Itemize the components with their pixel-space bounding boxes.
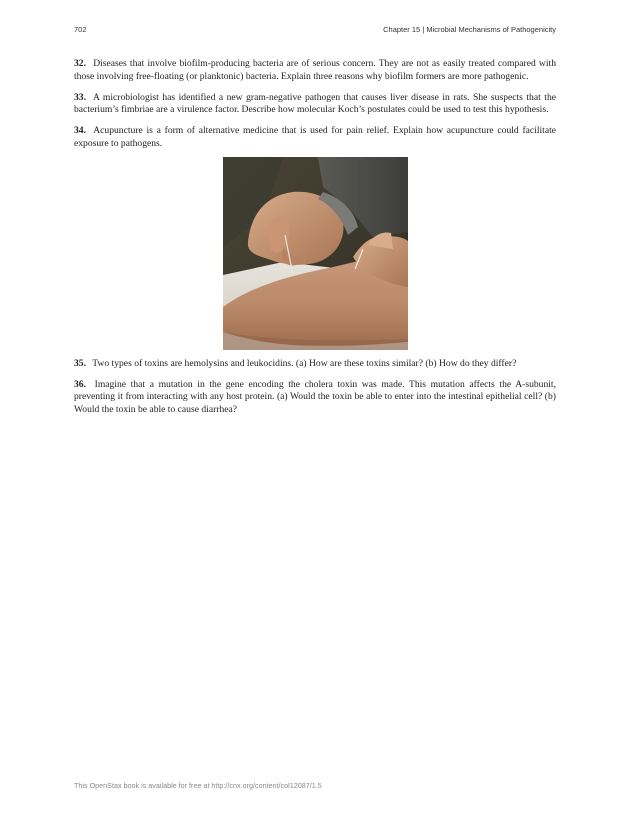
- page-number: 702: [74, 25, 87, 34]
- question-number: 32.: [74, 58, 86, 69]
- question-35: [74, 358, 556, 371]
- question-34: [74, 125, 556, 151]
- question-36: [74, 379, 556, 417]
- question-number: 33.: [74, 91, 86, 103]
- question-number: 36.: [74, 378, 86, 390]
- footer-note: This OpenStax book is available for free at http://cnx.org/content/col12087/1.5: [74, 781, 322, 790]
- question-number: 34.: [74, 125, 86, 137]
- question-text: A microbiologist has identified a new gram-negative pathogen that causes liver disease in rats. She suspects that the bacterium’s fimbriae are a virulence factor. Describe how molecular Koch’s postulates could be used to test this hypothesis.: [74, 91, 556, 116]
- question-32: [74, 58, 556, 84]
- page-content: [74, 58, 556, 425]
- chapter-header: Chapter 15 | Microbial Mechanisms of Pathogenicity: [383, 25, 556, 34]
- question-33: [74, 92, 556, 118]
- question-text: Two types of toxins are hemolysins and leukocidins. (a) How are these toxins similar? (b) How do they differ?: [92, 357, 517, 369]
- question-text: Imagine that a mutation in the gene encoding the cholera toxin was made. This mutation affects the A-subunit, preventing it from interacting with any host protein. (a) Would the toxin be able to enter into the intestinal epithelial cell? (b) Would the toxin be able to cause diarrhea?: [74, 378, 556, 416]
- question-text: Acupuncture is a form of alternative medicine that is used for pain relief. Explain how acupuncture could facilitate exposure to pathogens.: [74, 125, 556, 149]
- question-number: 35.: [74, 357, 86, 369]
- question-text: Diseases that involve biofilm-producing bacteria are of serious concern. They are not as easily treated compared with those involving free-floating (or planktonic) bacteria. Explain three reasons why biofilm formers are more pathogenic.: [74, 58, 556, 82]
- acupuncture-photo: [223, 157, 408, 350]
